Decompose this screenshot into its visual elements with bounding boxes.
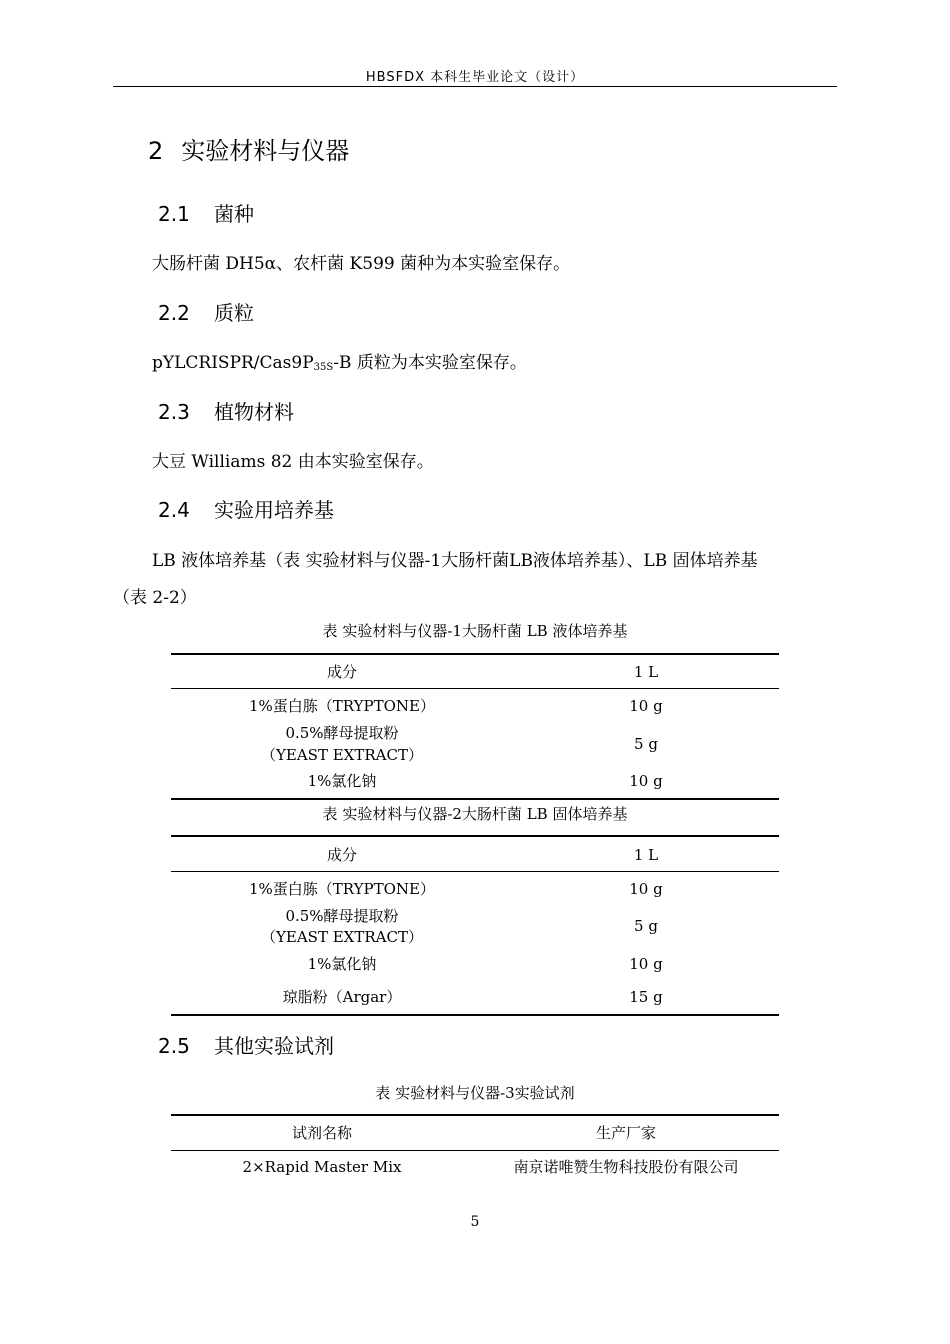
table2-bottom-rule (171, 1014, 779, 1016)
section-2-1-body: 大肠杆菌 DH5α、农杆菌 K599 菌种为本实验室保存。 (152, 254, 571, 274)
table3-caption: 表 实验材料与仪器-3实验试剂 (375, 1084, 575, 1102)
table-cell: 15 g (629, 988, 663, 1006)
table-cell: 1%蛋白胨（TRYPTONE） (248, 697, 435, 715)
table-cell: 10 g (629, 772, 663, 790)
table3-header-reagent: 试剂名称 (291, 1124, 352, 1142)
table1-top-rule (171, 653, 779, 655)
section-heading-2-1: 2.1 菌种 (158, 202, 254, 226)
section-heading-2-3: 2.3 植物材料 (158, 400, 294, 424)
table2-header-rule (171, 871, 779, 872)
chapter-number: 2 (148, 137, 164, 165)
section-2-4-body-line2: （表 2-2） (113, 588, 197, 608)
table1-header-amount: 1 L (633, 663, 659, 681)
table1-header-rule (171, 688, 779, 689)
table-cell: 琼脂粉（Argar） (282, 988, 402, 1006)
table-cell: 1%蛋白胨（TRYPTONE） (248, 880, 435, 898)
chapter-heading (148, 131, 349, 166)
table-cell: 1%氯化钠 (307, 772, 377, 790)
table-cell: 10 g (629, 880, 663, 898)
table3-header-rule (171, 1150, 779, 1151)
table3-top-rule (171, 1114, 779, 1116)
table1-caption: 表 实验材料与仪器-1大肠杆菌 LB 液体培养基 (322, 622, 628, 640)
table-cell: 5 g (634, 735, 658, 753)
table-cell: （YEAST EXTRACT） (261, 928, 423, 946)
table-cell: 10 g (629, 697, 663, 715)
header-rule (113, 86, 837, 87)
table-cell: 2×Rapid Master Mix (242, 1158, 402, 1176)
section-2-2-body: pYLCRISPR/$Cas9P_{35S}-B$ 质粒为本实验室保存。 (152, 353, 527, 373)
table1-header-component: 成分 (326, 663, 357, 681)
table2-caption: 表 实验材料与仪器-2大肠杆菌 LB 固体培养基 (322, 805, 628, 823)
chapter-title: 实验材料与仪器 (181, 137, 350, 165)
table-cell: 0.5%酵母提取粉 (285, 724, 399, 742)
table-cell: （YEAST EXTRACT） (261, 746, 423, 764)
page-number: 5 (470, 1214, 480, 1230)
section-heading-2-2: 2.2 质粒 (158, 301, 254, 325)
section-heading-2-5: 2.5 其他实验试剂 (158, 1034, 334, 1058)
section-2-4-body-line1: LB 液体培养基（表 实验材料与仪器-1大肠杆菌LB液体培养基）、LB 固体培养基 (152, 551, 758, 571)
section-2-3-body: 大豆 Williams 82 由本实验室保存。 (152, 452, 434, 472)
table-cell: 5 g (634, 917, 658, 935)
running-header: HBSFDX 本科生毕业论文（设计） (365, 70, 585, 85)
table1-bottom-rule (171, 798, 779, 800)
table3-header-manufacturer: 生产厂家 (595, 1124, 656, 1142)
table-cell: 1%氯化钠 (307, 955, 377, 973)
table2-header-component: 成分 (326, 846, 357, 864)
table2-header-amount: 1 L (633, 846, 659, 864)
table-cell: 南京诺唯赞生物科技股份有限公司 (513, 1158, 739, 1176)
table2-top-rule (171, 835, 779, 837)
table-cell: 10 g (629, 955, 663, 973)
section-heading-2-4: 2.4 实验用培养基 (158, 498, 334, 522)
table-cell: 0.5%酵母提取粉 (285, 907, 399, 925)
